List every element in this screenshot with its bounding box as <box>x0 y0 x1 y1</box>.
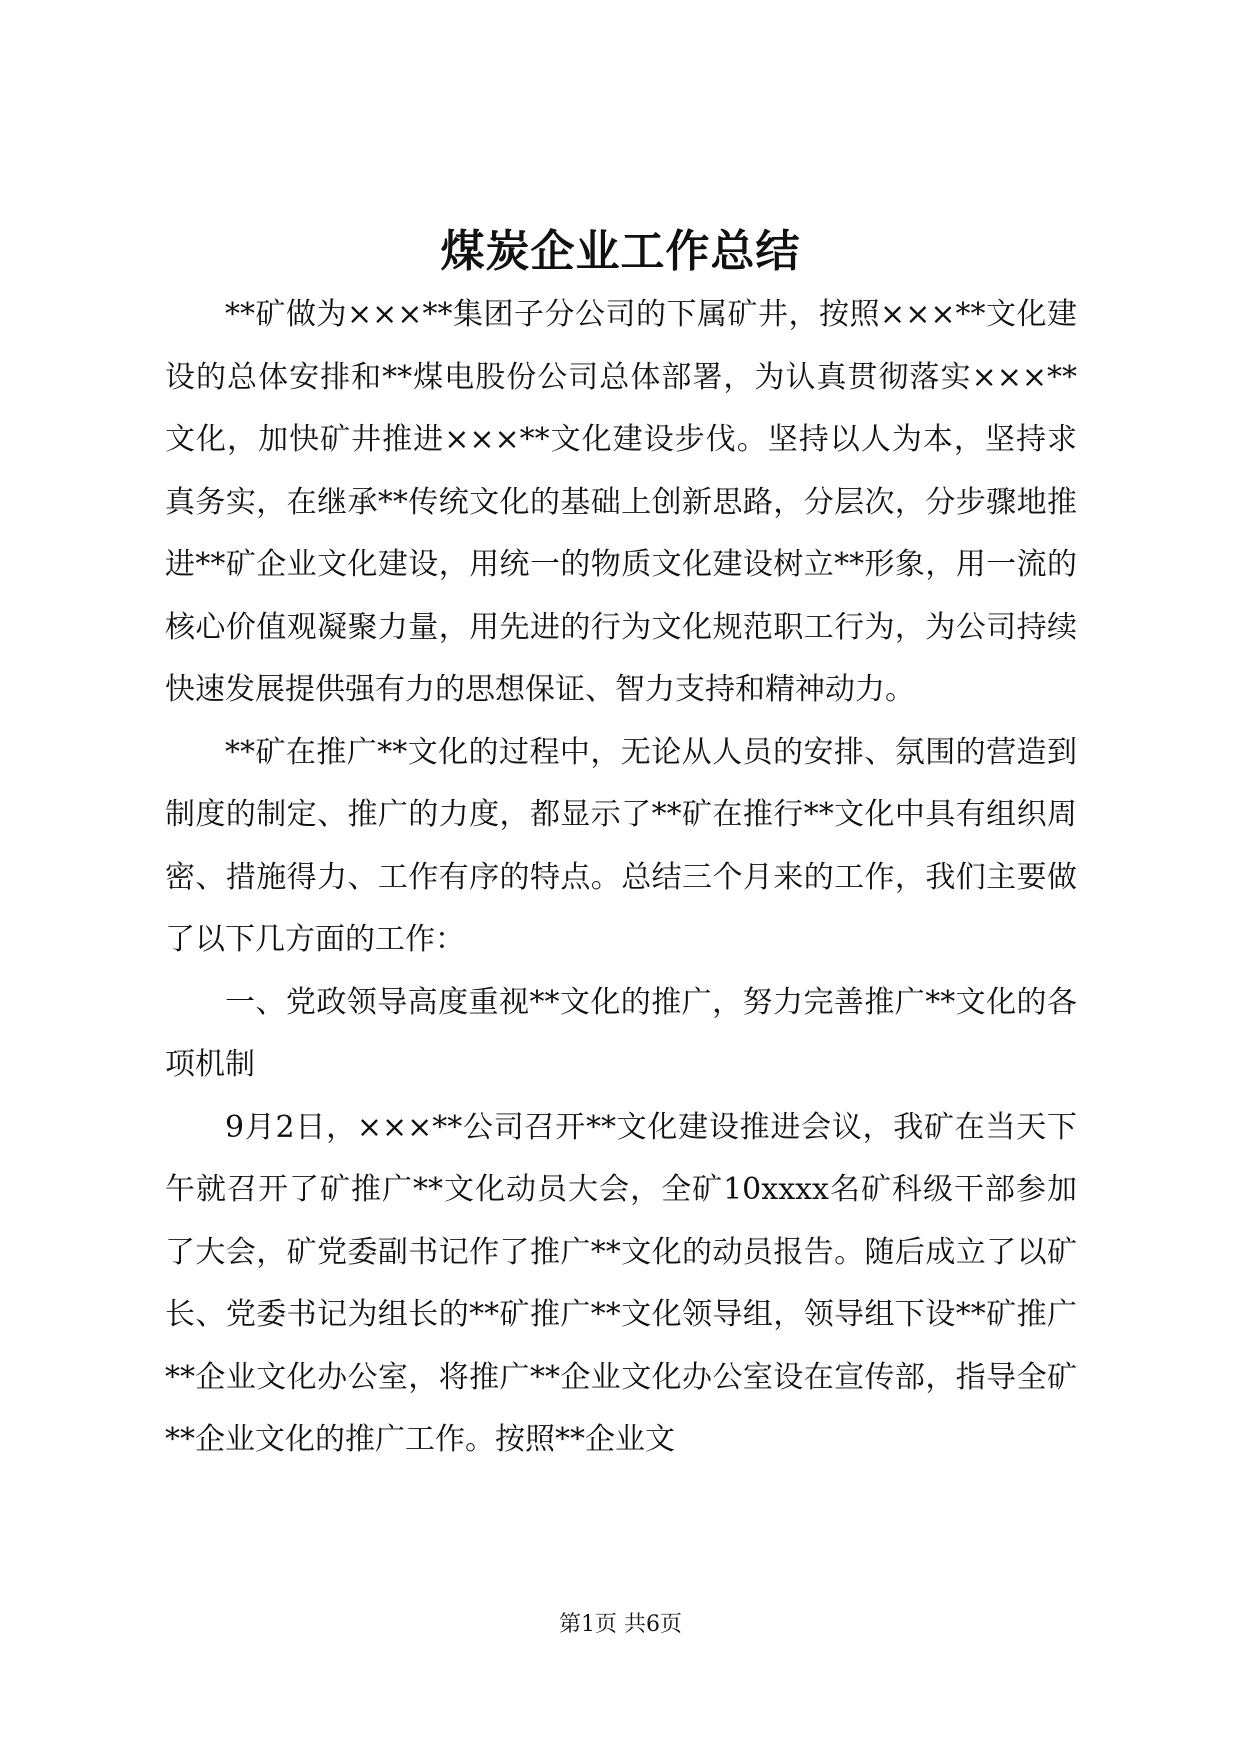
page-number: 第1页 共6页 <box>559 1612 682 1637</box>
document-title: 煤炭企业工作总结 <box>440 226 801 277</box>
section-heading-1: 一、党政领导高度重视**文化的推广，努力完善推广**文化的各项机制 <box>165 984 1077 1082</box>
document-body <box>165 284 1077 1472</box>
paragraph-meeting: 9月2日，×××**公司召开**文化建设推进会议，我矿在当天下午就召开了矿推广**文化动员大会，全矿10xxxx名矿科级干部参加了大会，矿党委副书记作了推广**文化的动员报告。随后成立了以矿长、党委书记为组长的**矿推广**文化领导组，领导组下设**矿推广**企业文化办公室，将推广**企业文化办公室设在宣传部，指导全矿**企业文化的推广工作。按照**企业文 <box>165 1109 1077 1457</box>
paragraph-intro: **矿做为×××**集团子分公司的下属矿井，按照×××**文化建设的总体安排和**煤电股份公司总体部署，为认真贯彻落实×××**文化，加快矿井推进×××**文化建设步伐。坚持以人为本，坚持求真务实，在继承**传统文化的基础上创新思路，分层次，分步骤地推进**矿企业文化建设，用统一的物质文化建设树立**形象，用一流的核心价值观凝聚力量，用先进的行为文化规范职工行为，为公司持续快速发展提供强有力的思想保证、智力支持和精神动力。 <box>165 297 1077 707</box>
paragraph-promotion: **矿在推广**文化的过程中，无论从人员的安排、氛围的营造到制度的制定、推广的力度，都显示了**矿在推行**文化中具有组织周密、措施得力、工作有序的特点。总结三个月来的工作，我们主要做了以下几方面的工作： <box>165 734 1077 957</box>
